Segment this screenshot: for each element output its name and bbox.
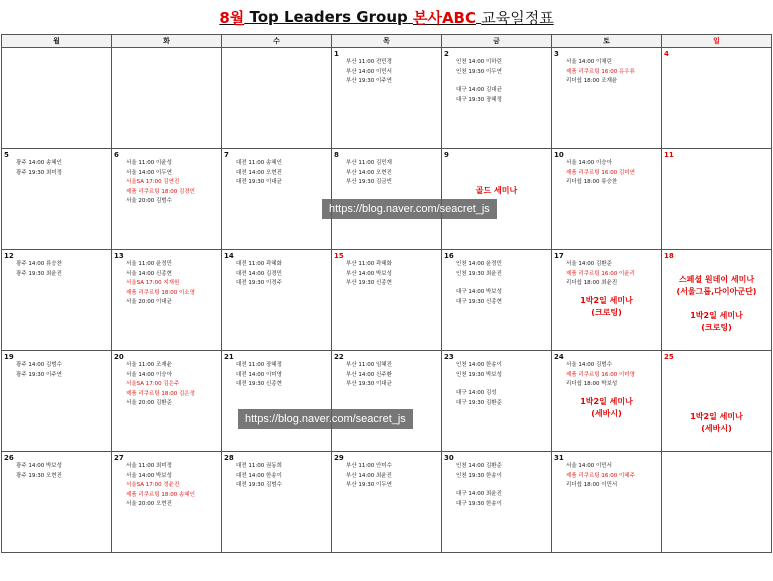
- schedule-item: 대전 11:00 장혜정: [236, 362, 282, 368]
- schedule-item: 부산 11:00 김민재: [346, 160, 392, 166]
- schedule-item: 광주 19:30 이주연: [16, 371, 62, 378]
- schedule-item: 리더쉽 18:00 류승찬: [566, 179, 618, 185]
- seminar-line: 골드 세미나: [475, 186, 518, 195]
- schedule-item: 제품 리쿠르팅 18:00 김경민: [126, 188, 195, 195]
- schedule-item: 대전 19:30 이대균: [236, 179, 282, 185]
- day-cell: [442, 250, 552, 351]
- day-cell: [662, 351, 772, 452]
- day-cell: [222, 452, 332, 553]
- watermark-1: https://blog.naver.com/seacret_js: [322, 199, 497, 219]
- day-cell: [442, 351, 552, 452]
- day-cell: [112, 351, 222, 452]
- day-cell: [2, 48, 112, 149]
- day-cell: [112, 149, 222, 250]
- weekday-thu: 목: [332, 35, 442, 48]
- schedule-item: 부산 14:00 오현진: [346, 169, 392, 176]
- spacer: [442, 481, 551, 490]
- schedule-item: 제품 리쿠르팅 18:00 김은정: [126, 390, 195, 397]
- day-number: 19: [4, 353, 14, 361]
- schedule-item: 대전 19:30 신종현: [236, 381, 282, 387]
- schedule-item: 부산 14:00 최윤진: [346, 472, 392, 479]
- schedule-item: 리더쉽 18:00 박보성: [566, 381, 618, 387]
- schedule-item: 광주 14:00 박보성: [16, 463, 62, 469]
- schedule-item: 서울SA 17:00 정윤진: [126, 482, 180, 488]
- day-cell: [662, 48, 772, 149]
- week-row: [2, 351, 772, 452]
- day-number: [222, 48, 331, 50]
- schedule-item: 인천 14:00 김환준: [456, 463, 502, 469]
- weekday-fri: 금: [442, 35, 552, 48]
- day-cell: [332, 48, 442, 149]
- seminar-line: (세바시): [591, 408, 622, 418]
- schedule-item: 인천 14:00 윤정민: [456, 261, 502, 267]
- day-cell: [552, 149, 662, 250]
- schedule-item: 광주 14:00 김범수: [16, 362, 62, 368]
- schedule-item: 대전 14:00 이미영: [236, 371, 282, 378]
- day-number: 27: [114, 454, 124, 462]
- seminar-line: [662, 375, 771, 387]
- day-number: 8: [334, 151, 339, 159]
- day-number: [662, 452, 771, 454]
- schedule-item: 제품 리쿠르팅 18:00 송혜인: [126, 491, 195, 498]
- schedule-item: 서울 14:00 이승아: [126, 371, 172, 378]
- schedule-item: 리더쉽 18:00 이민서: [566, 482, 618, 488]
- schedule-item: 부산 19:30 신종현: [346, 280, 392, 286]
- schedule-item: 광주 19:30 최윤진: [16, 270, 62, 277]
- schedule-item: 제품 리쿠르팅 16:00 이미영: [566, 371, 635, 378]
- seminar-line: (서울그룹,다이아군단): [676, 287, 757, 296]
- seminar-line: 1박2일 세미나: [580, 396, 633, 406]
- schedule-item: 서울 11:00 최미정: [126, 463, 172, 469]
- schedule-item: 부산 11:00 전민경: [346, 59, 392, 65]
- seminar-line: [662, 399, 771, 411]
- schedule-item: 부산 11:00 안미수: [346, 463, 392, 469]
- schedule-item: 서울SA 17:00 지재원: [126, 280, 180, 286]
- day-number: 26: [4, 454, 14, 462]
- day-number: 3: [554, 50, 559, 58]
- day-number: 24: [554, 353, 564, 361]
- day-cell: [332, 250, 442, 351]
- seminar-note: [662, 274, 771, 334]
- day-cell: [2, 250, 112, 351]
- day-cell: [662, 250, 772, 351]
- day-cell: [222, 351, 332, 452]
- schedule-item: 대전 11:00 권동희: [236, 463, 282, 469]
- seminar-line: [662, 298, 771, 310]
- schedule-item: 대전 11:00 송혜인: [236, 160, 282, 166]
- schedule-item: 리더쉽 18:00 최윤진: [566, 280, 618, 286]
- schedule-item: 대전 11:00 곽혜화: [236, 261, 282, 267]
- schedule-item: 인천 19:30 한송이: [456, 472, 502, 479]
- schedule-item: 제품 리쿠르팅 16:00 유우류: [566, 68, 635, 75]
- schedule-item: 대전 14:00 김경민: [236, 270, 282, 277]
- day-number: 5: [4, 151, 9, 159]
- day-number: 11: [664, 151, 674, 159]
- seminar-line: (크로팅): [591, 307, 622, 317]
- day-number: 23: [444, 353, 454, 361]
- schedule-item: 부산 11:00 곽혜화: [346, 261, 392, 267]
- day-cell: [112, 250, 222, 351]
- schedule-item: 서울 20:00 이대균: [126, 299, 172, 305]
- day-number: [2, 48, 111, 50]
- schedule-item: 부산 14:00 이민서: [346, 68, 392, 75]
- seminar-note: [662, 375, 771, 435]
- schedule-item: 대구 14:00 박보성: [456, 289, 502, 295]
- day-cell: [112, 48, 222, 149]
- schedule-item: 서울 14:00 신종현: [126, 270, 172, 277]
- day-cell: [332, 452, 442, 553]
- day-cell: [2, 351, 112, 452]
- schedule-item: 대구 14:00 최윤진: [456, 491, 502, 497]
- day-number: 22: [334, 353, 344, 361]
- schedule-item: 서울 14:00 이채린: [566, 59, 612, 65]
- weekday-tue: 화: [112, 35, 222, 48]
- day-cell: [222, 149, 332, 250]
- day-cell: [552, 351, 662, 452]
- weekday-wed: 수: [222, 35, 332, 48]
- schedule-item: 서울 14:00 김범수: [566, 362, 612, 368]
- schedule-item: 부산 19:30 이주연: [346, 78, 392, 84]
- weekday-sat: 토: [552, 35, 662, 48]
- schedule-item: 인천 19:30 이두연: [456, 68, 502, 75]
- day-number: 29: [334, 454, 344, 462]
- schedule-item: 서울 14:00 이두연: [126, 169, 172, 176]
- seminar-note: [552, 295, 661, 319]
- schedule-item: 부산 19:30 이대균: [346, 381, 392, 387]
- day-cell: [552, 48, 662, 149]
- day-number: 12: [4, 252, 14, 260]
- schedule-item: 대구 19:30 한송이: [456, 500, 502, 507]
- day-number: 21: [224, 353, 234, 361]
- day-number: 31: [554, 454, 564, 462]
- seminar-line: 스페셜 원데이 세미나: [678, 275, 755, 284]
- page-title: [0, 0, 773, 34]
- schedule-item: 부산 14:00 신주환: [346, 371, 392, 378]
- spacer: [442, 279, 551, 288]
- schedule-item: 대전 14:00 오현진: [236, 169, 282, 176]
- schedule-item: 인천 14:00 이하린: [456, 59, 502, 65]
- day-cell: [332, 351, 442, 452]
- schedule-item: 서울 14:00 박보성: [126, 472, 172, 479]
- schedule-item: 대구 14:00 김대균: [456, 87, 502, 93]
- day-cell: [222, 250, 332, 351]
- title-month: 8월: [219, 8, 245, 27]
- day-number: 14: [224, 252, 234, 260]
- week-row: [2, 452, 772, 553]
- day-number: 6: [114, 151, 119, 159]
- seminar-line: 1박2일 세미나: [690, 412, 743, 421]
- seminar-line: 1박2일 세미나: [580, 295, 633, 305]
- day-cell: [662, 452, 772, 553]
- watermark-2: https://blog.naver.com/seacret_js: [238, 409, 413, 429]
- day-cell: [2, 452, 112, 553]
- seminar-line: (세바시): [701, 424, 732, 433]
- weekday-sun: 일: [662, 35, 772, 48]
- schedule-item: 제품 리쿠르팅 16:00 이혜주: [566, 472, 635, 479]
- day-number: 20: [114, 353, 124, 361]
- spacer: [442, 380, 551, 389]
- weekday-mon: 월: [2, 35, 112, 48]
- calendar-body: [2, 48, 772, 553]
- schedule-item: 대구 19:30 신종현: [456, 298, 502, 305]
- schedule-item: 대전 19:30 이경주: [236, 280, 282, 286]
- day-cell: [662, 149, 772, 250]
- day-number: 18: [664, 252, 674, 260]
- schedule-item: 대구 14:00 김성: [456, 390, 497, 396]
- day-number: 17: [554, 252, 564, 260]
- schedule-item: 대전 14:00 한송이: [236, 472, 282, 479]
- day-cell: [552, 250, 662, 351]
- schedule-item: 서울 14:00 김환준: [566, 261, 612, 267]
- day-number: 28: [224, 454, 234, 462]
- schedule-item: 서울 20:00 김범수: [126, 198, 172, 204]
- day-number: 2: [444, 50, 449, 58]
- schedule-item: 대구 19:30 김환준: [456, 399, 502, 406]
- schedule-item: 제품 리쿠르팅 18:00 이소영: [126, 289, 195, 296]
- schedule-item: 서울 20:00 김환준: [126, 400, 172, 406]
- schedule-item: 인천 19:30 박보성: [456, 371, 502, 378]
- schedule-item: 인천 19:30 최윤진: [456, 270, 502, 277]
- seminar-line: 1박2일 세미나: [690, 311, 743, 320]
- day-number: 16: [444, 252, 454, 260]
- schedule-item: 부산 11:00 임혜진: [346, 362, 392, 368]
- schedule-item: 서울SA 17:00 김은주: [126, 381, 180, 387]
- schedule-item: 서울 11:00 윤정민: [126, 261, 172, 267]
- day-cell: [2, 149, 112, 250]
- spacer: [442, 77, 551, 86]
- schedule-item: 광주 19:30 오현진: [16, 472, 62, 479]
- schedule-item: 대구 19:30 장혜정: [456, 96, 502, 103]
- schedule-item: 광주 19:30 최미정: [16, 169, 62, 176]
- schedule-item: 리더쉽 18:00 조재윤: [566, 78, 618, 84]
- day-number: 25: [664, 353, 674, 361]
- day-number: 15: [334, 252, 344, 260]
- schedule-item: 대전 19:30 김범수: [236, 482, 282, 488]
- day-cell: [442, 452, 552, 553]
- seminar-note: [442, 185, 551, 197]
- seminar-line: [662, 387, 771, 399]
- schedule-item: 서울SA 17:00 김연진: [126, 179, 180, 185]
- day-cell: [112, 452, 222, 553]
- schedule-item: 광주 14:00 송혜인: [16, 160, 62, 166]
- schedule-item: 제품 리쿠르팅 16:00 김미연: [566, 169, 635, 176]
- schedule-item: 부산 14:00 박보성: [346, 270, 392, 277]
- day-cell: [552, 452, 662, 553]
- day-cell: [442, 48, 552, 149]
- day-number: 9: [444, 151, 449, 159]
- schedule-item: 부산 19:30 김금빈: [346, 179, 392, 185]
- day-number: 4: [664, 50, 669, 58]
- seminar-note: [552, 396, 661, 420]
- day-number: 1: [334, 50, 339, 58]
- schedule-item: 광주 14:00 류승찬: [16, 261, 62, 267]
- schedule-item: 서울 11:00 이윤성: [126, 160, 172, 166]
- calendar-table: [1, 34, 772, 553]
- title-branch: 본사ABC: [412, 8, 476, 27]
- title-suffix: 교육일정표: [481, 8, 554, 27]
- schedule-item: 서울 11:00 조재윤: [126, 362, 172, 368]
- schedule-item: 서울 14:00 이민서: [566, 463, 612, 469]
- schedule-item: 제품 리쿠르팅 16:00 이윤리: [566, 270, 635, 277]
- title-group: Top Leaders Group: [249, 8, 408, 26]
- seminar-line: (크로팅): [701, 323, 732, 332]
- day-number: [112, 48, 221, 50]
- day-number: 7: [224, 151, 229, 159]
- day-number: 13: [114, 252, 124, 260]
- day-number: 30: [444, 454, 454, 462]
- schedule-item: 부산 19:30 이두연: [346, 482, 392, 488]
- weekday-header-row: [2, 35, 772, 48]
- day-cell: [222, 48, 332, 149]
- week-row: [2, 250, 772, 351]
- week-row: [2, 48, 772, 149]
- schedule-item: 인천 14:00 한송이: [456, 362, 502, 368]
- schedule-item: 서울 20:00 오현진: [126, 501, 172, 507]
- day-number: 10: [554, 151, 564, 159]
- schedule-item: 서울 14:00 이승아: [566, 160, 612, 166]
